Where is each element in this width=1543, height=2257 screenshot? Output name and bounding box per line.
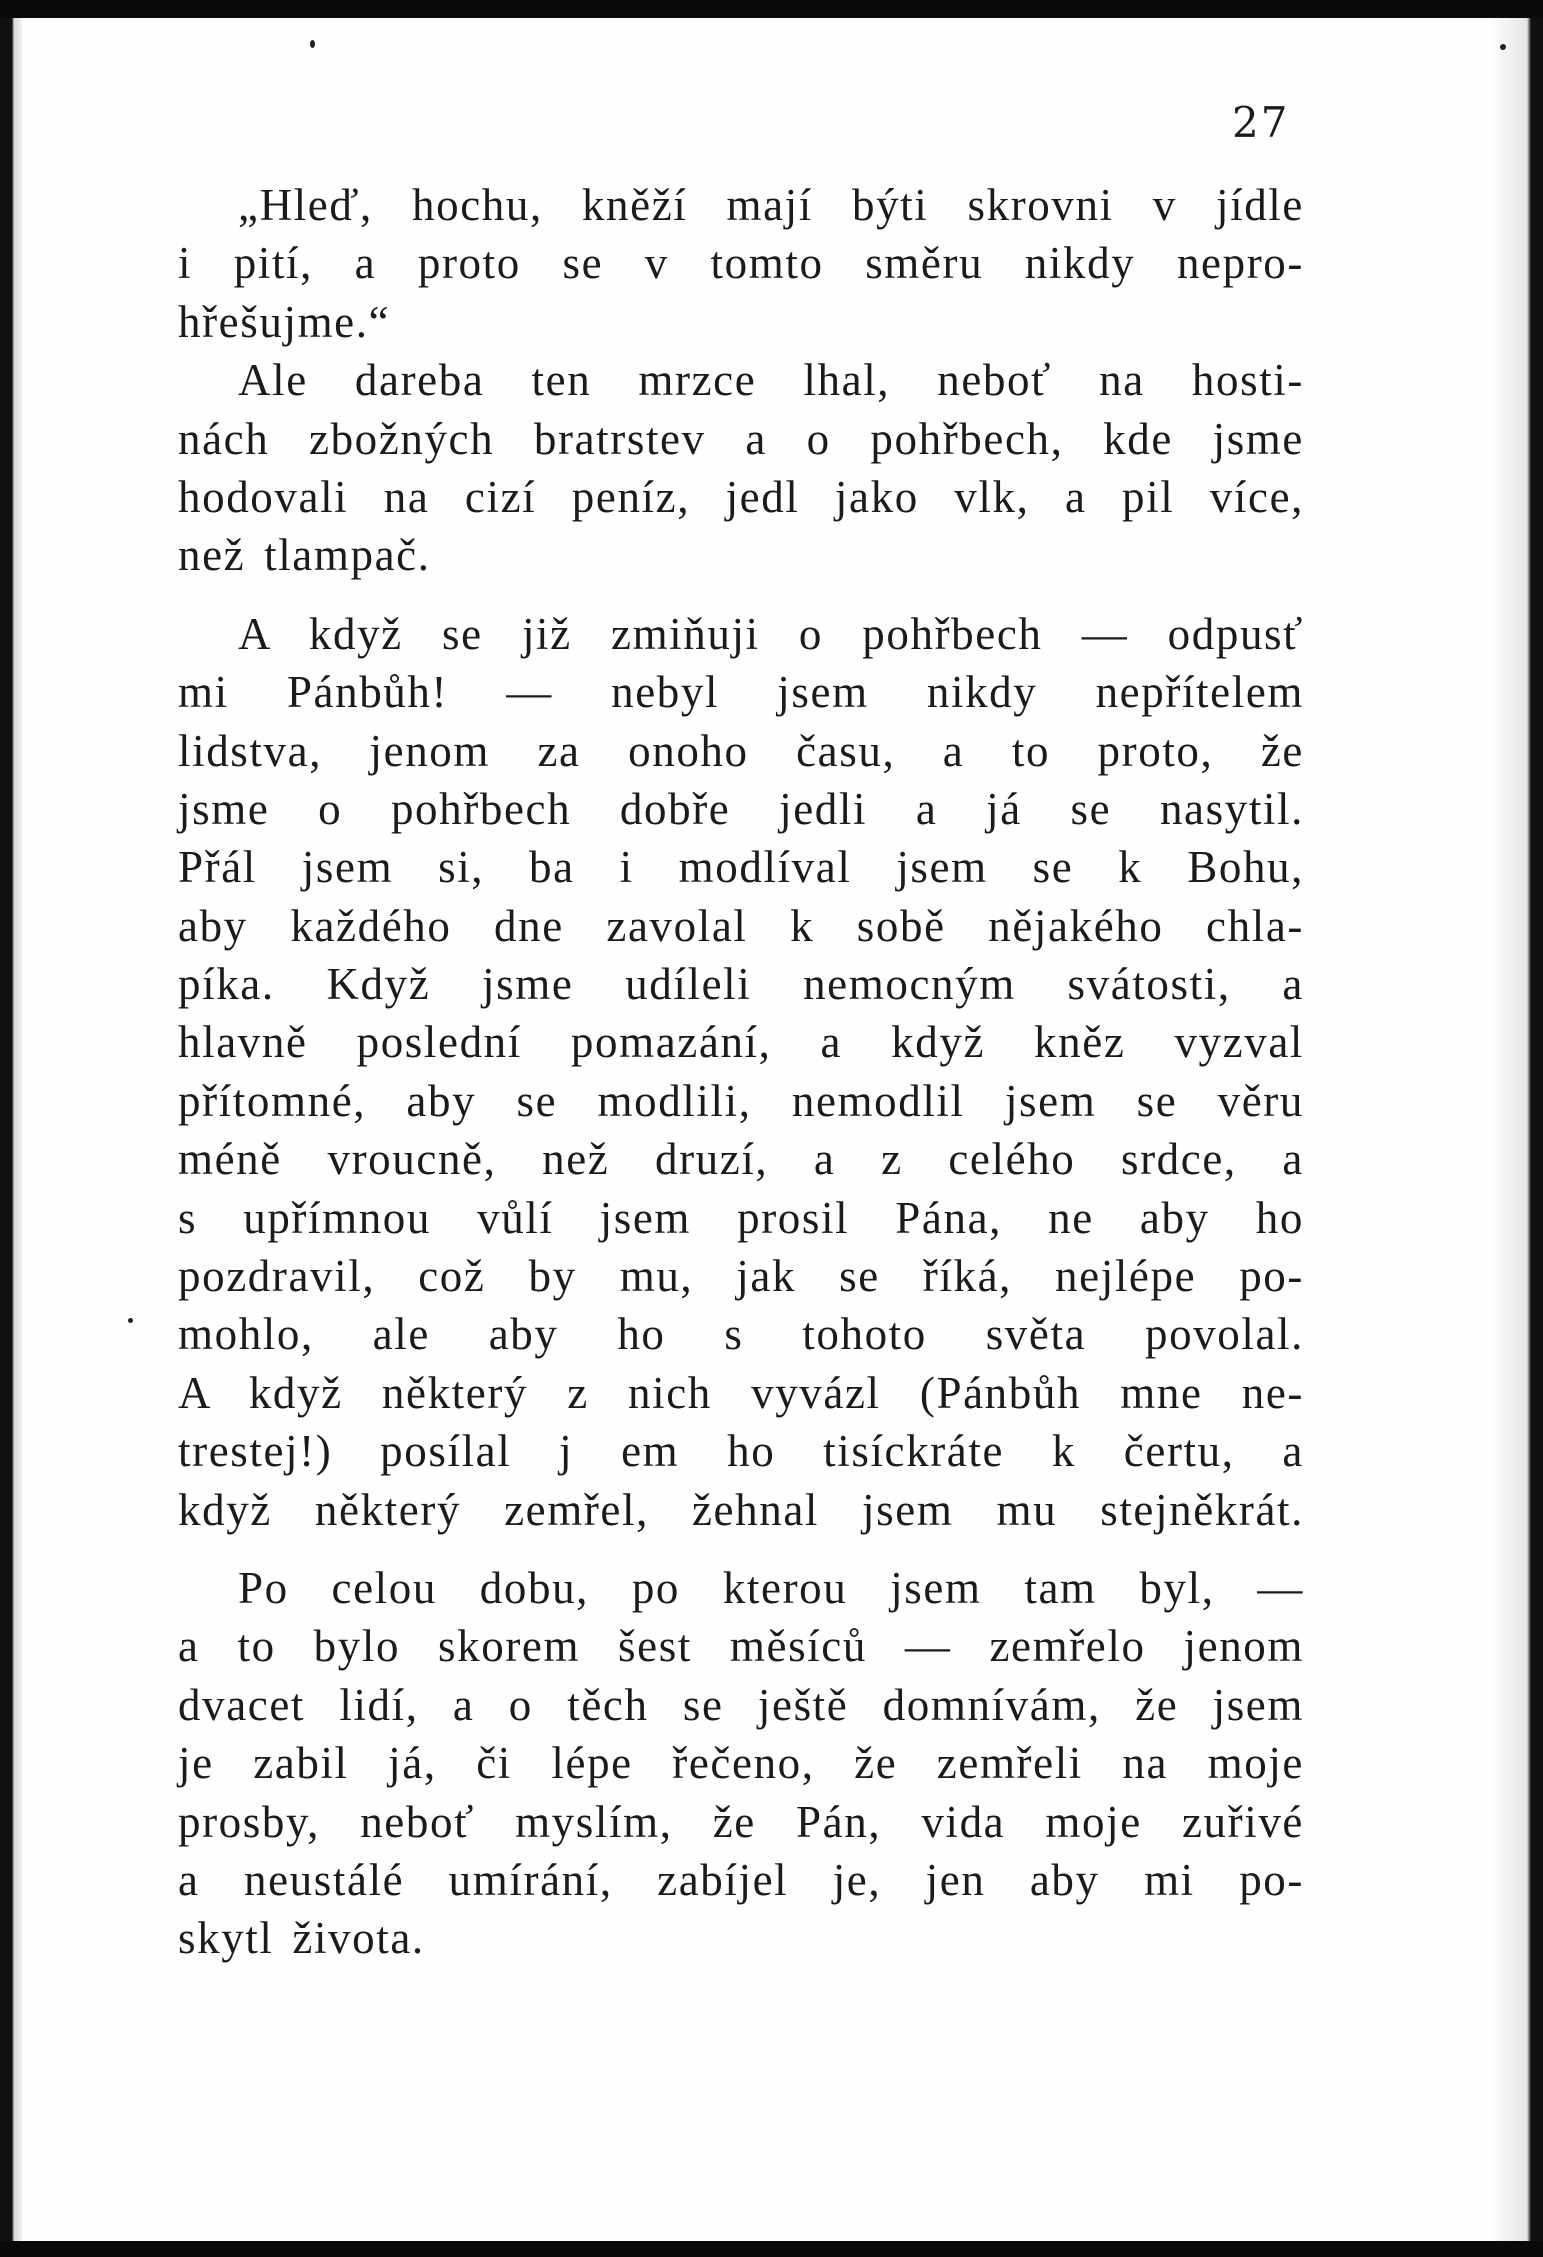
text-line: Po celou dobu, po kterou jsem tam byl, —: [238, 1562, 1304, 1613]
text-line: A když některý z nich vyvázl (Pánbůh mne ne-: [178, 1367, 1304, 1418]
scan-left-edge: [0, 0, 22, 2257]
text-line: „Hleď, hochu, kněží mají býti skrovni v jídle: [238, 180, 1304, 230]
text-line: prosby, neboť myslím, že Pán, vida moje zuřivé: [178, 1796, 1304, 1847]
text-line: nách zbožných bratrstev a o pohřbech, kde jsme: [178, 413, 1304, 464]
text-line: s upřímnou vůlí jsem prosil Pána, ne aby ho: [178, 1192, 1304, 1243]
scan-speck: [128, 1318, 133, 1323]
text-line: méně vroucně, než druzí, a z celého srdce, a: [178, 1134, 1304, 1185]
text-line: hodovali na cizí peníz, jedl jako vlk, a pil více,: [178, 471, 1304, 522]
scan-top-edge: [0, 0, 1543, 18]
scan-speck: [1500, 44, 1506, 50]
text-line: jsme o pohřbech dobře jedli a já se nasytil.: [178, 783, 1304, 834]
text-line: Přál jsem si, ba i modlíval jsem se k Bohu,: [178, 842, 1304, 893]
text-line: mi Pánbůh! — nebyl jsem nikdy nepřítelem: [178, 667, 1304, 718]
text-line: přítomné, aby se modlili, nemodlil jsem se věru: [178, 1075, 1304, 1126]
text-line: trestej!) posílal j em ho tisíckráte k čertu, a: [178, 1426, 1304, 1477]
text-line: aby každého dne zavolal k sobě nějakého chla-: [178, 900, 1304, 951]
text-line: pozdravil, což by mu, jak se říká, nejlépe po-: [178, 1251, 1304, 1302]
text-line: i pití, a proto se v tomto směru nikdy nepro-: [178, 238, 1304, 289]
page-number: 27: [1232, 98, 1290, 147]
text-line: dvacet lidí, a o těch se ještě domnívám, že jsem: [178, 1679, 1304, 1730]
scan-speck: [310, 40, 315, 48]
text-line: když některý zemřel, žehnal jsem mu stejněkrát.: [178, 1484, 1304, 1535]
text-line: hlavně poslední pomazání, a když kněz vyzval: [178, 1017, 1304, 1068]
text-line: hřešujme.“: [178, 296, 391, 347]
text-line: A když se již zmiňuji o pohřbech — odpusť: [238, 608, 1304, 659]
text-line: mohlo, ale aby ho s tohoto světa povolal.: [178, 1309, 1304, 1360]
text-line: a neustálé umírání, zabíjel je, jen aby mi po-: [178, 1854, 1304, 1905]
scan-bottom-edge: [0, 2241, 1543, 2257]
body-text: [178, 176, 1304, 1968]
text-line: a to bylo skorem šest měsíců — zemřelo jenom: [178, 1621, 1304, 1672]
text-line: Ale dareba ten mrzce lhal, neboť na hosti-: [238, 355, 1304, 406]
text-line: lidstva, jenom za onoho času, a to proto, že: [178, 725, 1304, 776]
text-line: je zabil já, či lépe řečeno, že zemřeli na moje: [178, 1738, 1304, 1789]
paragraph-gap: [178, 585, 1304, 605]
scan-right-edge: [1493, 0, 1543, 2257]
paragraph-gap: [178, 1539, 1304, 1559]
text-line: píka. Když jsme udíleli nemocným svátosti, a: [178, 959, 1304, 1010]
text-line: než tlampač.: [178, 530, 431, 581]
text-line: skytl života.: [178, 1913, 425, 1964]
